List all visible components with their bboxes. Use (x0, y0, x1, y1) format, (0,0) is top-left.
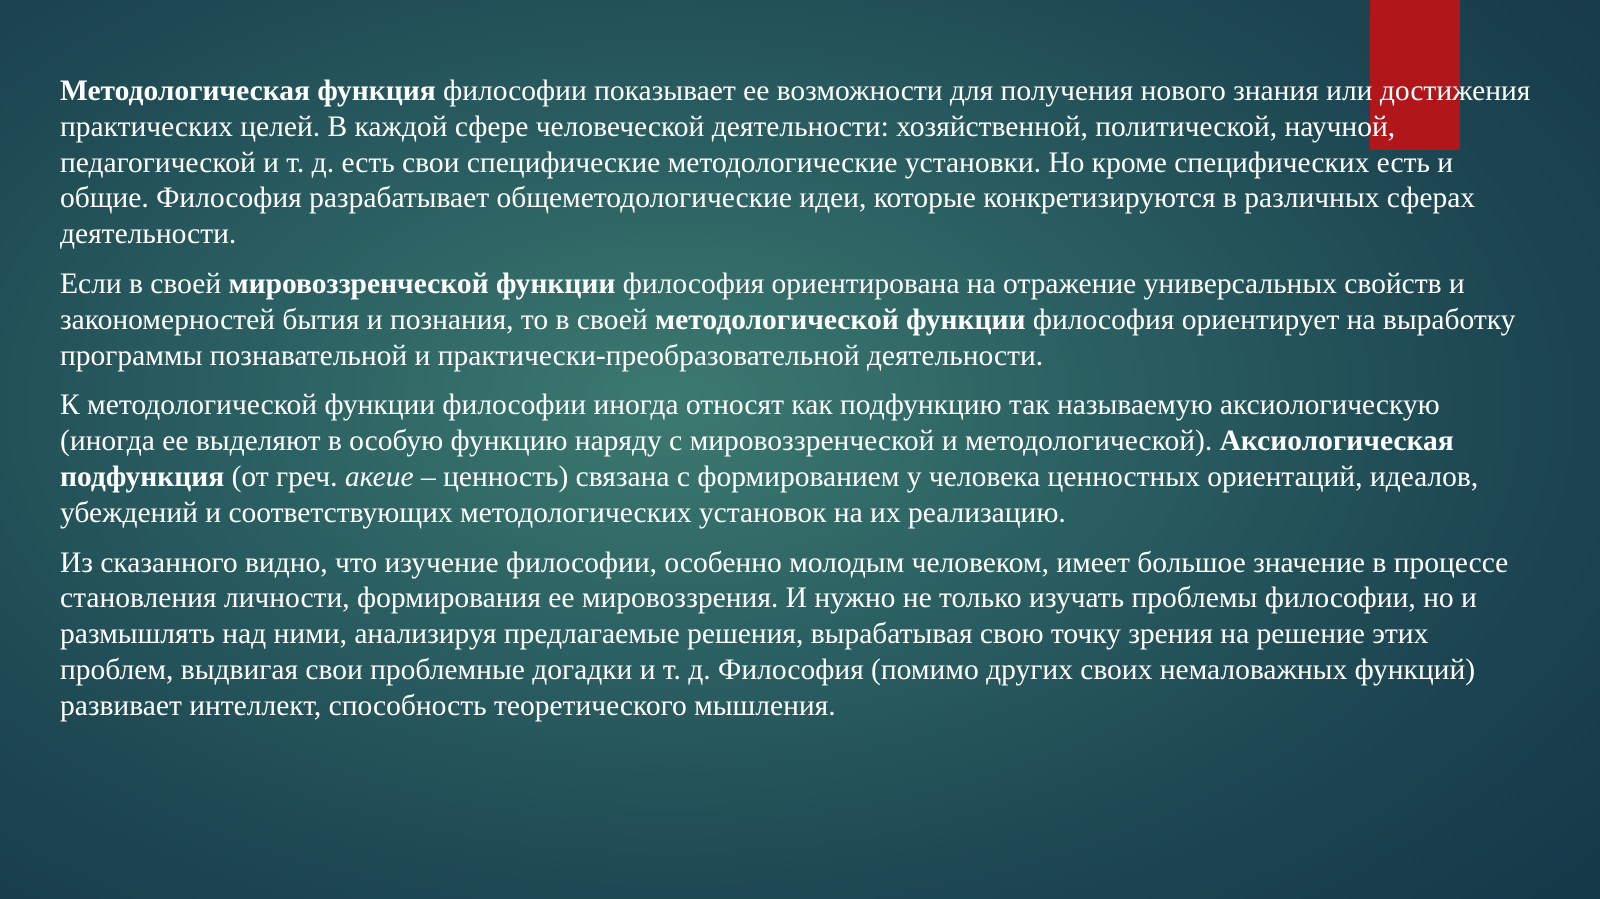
italic-term: акеие (344, 460, 414, 493)
bold-term: Аксиологическая подфункция (60, 425, 1454, 493)
bold-term: мировоззренческой функции (228, 267, 616, 300)
paragraph-methodological-function (60, 74, 1540, 253)
text-segment: Если в своей (60, 267, 229, 300)
paragraph-worldview-vs-methodological (60, 267, 1540, 374)
text-segment: (от греч. (224, 460, 345, 493)
text-segment: К методологической функции философии иногда относят как подфункцию так называемую аксиологическую (иногда ее выделяют в особую функцию наряду с мировоззренческой и методологической). (60, 389, 1440, 458)
paragraph-conclusion (60, 546, 1540, 725)
bold-term: Методологическая функция (60, 75, 436, 107)
text-segment: философия ориентирована на отражение универсальных свойств и закономерностей бытия и познания, то в своей (60, 267, 1465, 336)
paragraph-axiological-subfunction (60, 388, 1540, 531)
slide-text-body (60, 74, 1540, 739)
bold-term: методологической функции (655, 303, 1026, 336)
text-segment: – ценность) связана с формированием у человека ценностных ориентаций, идеалов, убеждений и соответствующих методологических установок на их реализацию. (60, 460, 1479, 529)
text-segment: философия ориентирует на выработку программы познавательной и практически-преобразовательной деятельности. (60, 303, 1516, 372)
text-segment: философии показывает ее возможности для получения нового знания или достижения практических целей. В каждой сфере человеческой деятельности: хозяйственной, политической, научной, педагогической и т. д. есть свои специфические методологические установки. Но кроме специфических есть и общие. Философия разрабатывает общеметодологические идеи, которые конкретизируются в различных сферах деятельности. (60, 75, 1531, 251)
text-segment: Из сказанного видно, что изучение философии, особенно молодым человеком, имеет большое значение в процессе становления личности, формирования ее мировоззрения. И нужно не только изучать проблемы философии, но и размышлять над ними, анализируя предлагаемые решения, вырабатывая свою точку зрения на решение этих проблем, выдвигая свои проблемные догадки и т. д. Философия (помимо других своих немаловажных функций) развивает интеллект, способность теоретического мышления. (60, 546, 1509, 722)
